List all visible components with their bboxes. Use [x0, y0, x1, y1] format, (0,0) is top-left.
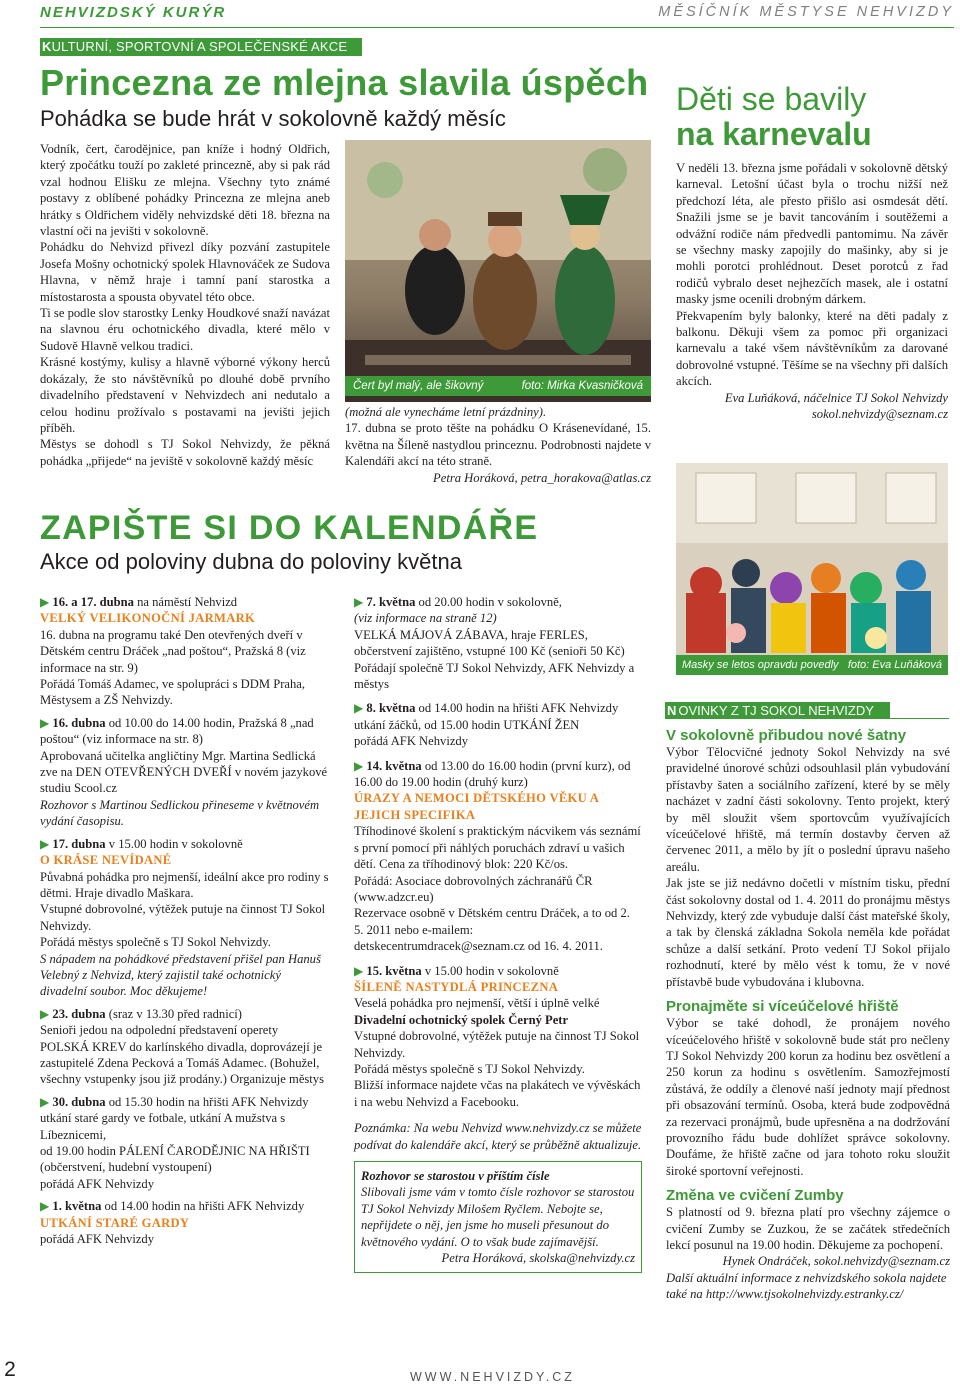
novinky-p1: Výbor Tělocvičné jednoty Sokol Nehvizdy na své pravidelné únorové schůzi odsouhlasil plán vybudování přístavby šaten a sociálního zařízení, které by se měly nacházet v zadní části sokolovny. Tento projekt, který by měl sloužit všem sportovcům využívajících víceúčelové hřiště, má termín dostavby červen až červenec 2011, a mělo by jít o poslední úpravu našeho areálu.	[666, 745, 950, 874]
article1-p3: Ti se podle slov starostky Lenky Houdkové snaží navázat na slavnou éru ochotnického divadla, které mělo v Sudově Hlavně velkou tradici.	[40, 306, 330, 353]
novinky-p2: Jak jste se již nedávno dočetli v místním tisku, přední část sokolovny dostal od 1. 4. 2011 do pronájmu městys Nehvizdy, který zde vybuduje další část mateřské školy, a tak by členská základna Sokola neměla kde pořádat schůze a další setkání. Proto vedení TJ Sokol přijalo rozhodnutí, které by mělo vést k tomu, že v nové přístavbě bude vybudována i klubovna.	[666, 876, 950, 989]
arrow-icon: ▶	[40, 715, 50, 730]
arrow-icon: ▶	[40, 1094, 50, 1109]
article1-p1: Vodník, čert, čarodějnice, pan kníže i hodný Oldřich, který zpočátku touží po zakleté princezně, aby si pak rád vzal hodnou Elišku ze mlejna. Všechny tyto známé postavy z oblíbené pohádky Princezna ze mlejna aneb hrátky s Oldřichem viděly nehvizdské děti 18. března na vlastní oči na jevišti v sokolovně.	[40, 142, 330, 239]
newspaper-title: NEHVIZDSKÝ KURÝR	[40, 4, 227, 21]
karneval-p2: Překvapením byly balonky, které na děti padaly z balkonu. Děkuji všem za pomoc při organizaci karnevalu a také všem návštěvníkům za darované dobrovolné vstupné. Těšíme se na všechny při dalších akcích.	[676, 308, 948, 389]
interview-box-title: Rozhovor se starostou v příštím čísle	[361, 1169, 550, 1183]
theatre-photo-image	[345, 140, 651, 402]
events-mid-column	[354, 594, 642, 1273]
novinky-sign: Hynek Ondráček, sokol.nehvizdy@seznam.cz	[722, 1254, 950, 1269]
event-6: ▶ 1. května od 14.00 hodin na hřišti AFK Nehvizdy UTKÁNÍ STARÉ GARDY pořádá AFK Nehvizdy	[40, 1199, 305, 1247]
arrow-icon: ▶	[40, 836, 50, 851]
header-rule	[40, 27, 954, 28]
article1-p4: Krásné kostýmy, kulisy a hlavně výborné výkony herců dokázaly, že sto návštěvníků po dlouhé době prvního divadelního představení v Nehvizdech ani nedutalo a celou hodinu prožívalo s postavami na jevišti jejich příběh.	[40, 355, 330, 435]
novinky-p4: S platností od 9. března platí pro všechny zájemce o cvičení Zumby se Zuzkou, že se začátek středečních lekcí posunul na 19.00 hodin. Děkujeme za pochopení.	[666, 1205, 950, 1252]
arrow-icon: ▶	[354, 758, 364, 773]
article1-left-column	[40, 141, 330, 469]
event-8: ▶ 8. května od 14.00 hodin na hřišti AFK Nehvizdy utkání žáčků, od 15.00 hodin UTKÁNÍ ŽEN pořádá AFK Nehvizdy	[354, 701, 619, 749]
page-footer-url: WWW.NEHVIZDY.CZ	[410, 1370, 575, 1384]
events-left-column	[40, 594, 330, 1247]
article1-p5-italic: (možná ale vynecháme letní prázdniny).	[345, 405, 547, 419]
karneval-photo-image	[676, 463, 948, 675]
karneval-p1: V neděli 13. března jsme pořádali v sokolovně dětský karneval. Letošní účast byla o trochu nižší než předchozí léta, ale přesto přišlo asi osmdesát dětí. Snažili jsme se je bavit tancováním i soutěžemi a odvážní rodiče nám předvedli pantomimu. Na závěr se všechny masky zapojily do mašinky, aby si je mohli porotci prohlédnout. Deset porotců z řad rodičů vybralo deset nejhezčích masek, ale i ostatní masky jsme ocenili drobným dárkem.	[676, 161, 948, 307]
novinky-bar: N OVINKY Z TJ SOKOL NEHVIZDY	[665, 702, 949, 719]
novinky-heading-3: Změna ve cvičení Zumby	[666, 1187, 844, 1205]
event-3: ▶ 17. dubna v 15.00 hodin v sokolovně O KRÁSE NEVÍDANÉ Půvabná pohádka pro nejmenší, ideální akce pro rodiny s dětmi. Hraje divadlo Maškara. Vstupné dobrovolné, výtěžek putuje na činnost TJ Sokol Nehvizdy. Pořádá městys společně s TJ Sokol Nehvizdy. S nápadem na pohádkové představení přišel pan Hanuš Velebný z Nehvizd, který zajistil také ochotnický divadelní soubor. Moc děkujeme!	[40, 836, 329, 999]
article-title: Princezna ze mlejna slavila úspěch	[40, 62, 649, 103]
calendar-subtitle: Akce od poloviny dubna do poloviny května	[40, 549, 462, 574]
event-2: ▶ 16. dubna od 10.00 do 14.00 hodin, Pražská 8 „nad poštou“ (viz informace na str. 8) Aprobovaná učitelka angličtiny Mgr. Martina Sedlická zve na DEN OTEVŘENÝCH DVEŘÍ v novém jazykové studiu Scool.cz Rozhovor s Martinou Sedlickou přineseme v květnovém vydání časopisu.	[40, 715, 328, 829]
interview-box-sign: Petra Horáková, skolska@nehvizdy.cz	[441, 1251, 635, 1266]
karneval-photo-caption: Masky se letos opravdu povedly foto: Eva Luňáková	[676, 655, 948, 675]
karneval-text	[676, 160, 948, 423]
event-5: ▶ 30. dubna od 15.30 hodin na hřišti AFK Nehvizdy utkání staré gardy ve fotbale, utkání A mužstva s Líbeznicemi, od 19.00 hodin PÁLENÍ ČARODĚJNIC NA HŘIŠTI (občerstvení, hudební vystoupení) pořádá AFK Nehvizdy	[40, 1094, 310, 1191]
novinky-footer-note: Další aktuální informace z nehvizdského sokola najdete také na http://www.tjsokolnehvizdy.estranky.cz/	[666, 1270, 947, 1302]
event-1: ▶ 16. a 17. dubna na náměstí Nehvizd VELKÝ VELIKONOČNÍ JARMARK 16. dubna na programu také Den otevřených dveří v Dětském centru Dráček „nad poštou“, Pražská 8 (viz informace na str. 9) Pořádá Tomáš Adamec, ve spolupráci s DDM Praha, Městysem a ZŠ Nehvizdy.	[40, 595, 306, 708]
novinky-heading-1: V sokolovně přibudou nové šatny	[666, 727, 907, 744]
article1-p2: Pohádku do Nehvizd přivezl díky pozvání zastupitele Josefa Mošny ochotnický spolek Hlavnováček ze Sudova Hlavna, v němž hraje i tamní paní starostka a místostarosta a spousta obyvatel této obce.	[40, 240, 330, 304]
karneval-photo	[676, 463, 948, 675]
page-number: 2	[4, 1358, 16, 1381]
calendar-note: Poznámka: Na webu Nehvizd www.nehvizdy.cz se můžete podívat do kalendáře akcí, který se průběžně aktualizuje.	[354, 1121, 642, 1152]
novinky-column	[666, 727, 950, 1303]
karneval-sign1: Eva Luňáková, náčelnice TJ Sokol Nehvizdy	[724, 390, 948, 405]
arrow-icon: ▶	[40, 1199, 50, 1214]
event-7: ▶ 7. května od 20.00 hodin v sokolovně, (viz informace na straně 12) VELKÁ MÁJOVÁ ZÁBAVA, hraje FERLES, občerstvení zajištěno, vstupné 100 Kč (senioři 50 Kč) Pořádají společně TJ Sokol Nehvizdy, AFK Nehvizdy a městys	[354, 595, 635, 692]
arrow-icon: ▶	[354, 701, 364, 716]
calendar-title: ZAPIŠTE SI DO KALENDÁŘE	[40, 509, 539, 547]
karneval-title-2: na karnevalu	[676, 116, 872, 152]
article1-p6: 17. dubna se proto těšte na pohádku O Krásenevídané, 15. května na Šíleně nastydlou princeznu. Podrobnosti najdete v Kalendáři akcí na této straně.	[345, 421, 651, 469]
interview-box-text: Slibovali jsme vám v tomto čísle rozhovor se starostou TJ Sokol Nehvizdy Milošem Ryčlem. Nebojte se, nepřijdete o něj, jen jsme ho museli přesunout do květnového vydání. O to však bude zajímavější.	[361, 1185, 635, 1249]
novinky-heading-2: Pronajměte si víceúčelové hřiště	[666, 998, 899, 1016]
karneval-sign2: sokol.nehvizdy@seznam.cz	[811, 407, 948, 422]
theatre-photo-caption: Čert byl malý, ale šikovný foto: Mirka Kvasničková	[345, 376, 651, 396]
article-subtitle: Pohádka se bude hrát v sokolovně každý měsíc	[40, 106, 506, 131]
event-4: ▶ 23. dubna (sraz v 13.30 před radnicí) Senioři jedou na odpolední představení operety POLSKÁ KREV do karlínského divadla, doprovázejí je zastupitelé Zdena Pecková a Tomáš Adamec. (Bohužel, všechny vstupenky jsou již prodány.) Organizuje městys	[40, 1006, 325, 1087]
event-9: ▶ 14. května od 13.00 do 16.00 hodin (první kurz), od 16.00 do 19.00 hodin (druhý kurz) ÚRAZY A NEMOCI DĚTSKÉHO VĚKU A JEJICH SPECIFIKA Tříhodinové školení s praktickým nácvikem vás seznámí s první pomocí při náhlých poruchách zdraví u vašich dětí. Cena za tříhodinový blok: 220 Kč/os. Pořádá: Asociace dobrovolných záchranářů ČR (www.adzcr.eu) Rezervace osobně v Dětském centru Dráček, a to od 2. 5. 2011 nebo e-mailem: detskecentrumdracek@seznam.cz od 16. 4. 2011.	[354, 758, 641, 954]
newspaper-subtitle: MĚSÍČNÍK MĚSTYSE NEHVIZDY	[658, 4, 954, 20]
novinky-p3: Výbor se také dohodl, že pronájem nového víceúčelového hřiště v sokolovně bude stát pro nečleny TJ Sokol Nehvizdy 200 korun za hodinu bez osvětlení a 250 korun za hodinu s osvětlením. Samozřejmostí zůstává, že oddíly a členové naší jednoty mají přednost při obsazování termínů. Osoba, která bude zodpovědná za rezervaci pronájmů, bude upřesněna a na dodržování provozního řádu bude dohlížet správce sokolovny. Doufáme, že hřiště začne od jara tohoto roku sloužit široké sportovní veřejnosti.	[666, 1016, 950, 1178]
section-bar: KULTURNÍ, SPORTOVNÍ A SPOLEČENSKÉ AKCE	[40, 38, 362, 56]
arrow-icon: ▶	[40, 595, 50, 609]
arrow-icon: ▶	[40, 1006, 50, 1021]
karneval-title-1: Děti se bavily	[676, 81, 867, 117]
arrow-icon: ▶	[354, 963, 364, 978]
event-10: ▶ 15. května v 15.00 hodin v sokolovně ŠÍLENĚ NASTYDLÁ PRINCEZNA Veselá pohádka pro nejmenší, větší i úplně velké Divadelní ochotnický spolek Černý Petr Vstupné dobrovolné, výtěžek putuje na činnost TJ Sokol Nehvizdy. Pořádá městys společně s TJ Sokol Nehvizdy. Bližší informace najdete včas na plakátech ve vývěskách i na webu Nehvizd a Facebooku.	[354, 963, 641, 1109]
article1-signature: Petra Horáková, petra_horakova@atlas.cz	[433, 470, 651, 485]
article1-right-column	[345, 404, 651, 486]
article1-p5: Městys se dohodl s TJ Sokol Nehvizdy, že pěkná pohádka „přijede“ na jeviště v sokolovně každý měsíc	[40, 437, 330, 468]
interview-box	[354, 1161, 642, 1273]
arrow-icon: ▶	[354, 595, 364, 609]
theatre-photo	[345, 140, 651, 402]
